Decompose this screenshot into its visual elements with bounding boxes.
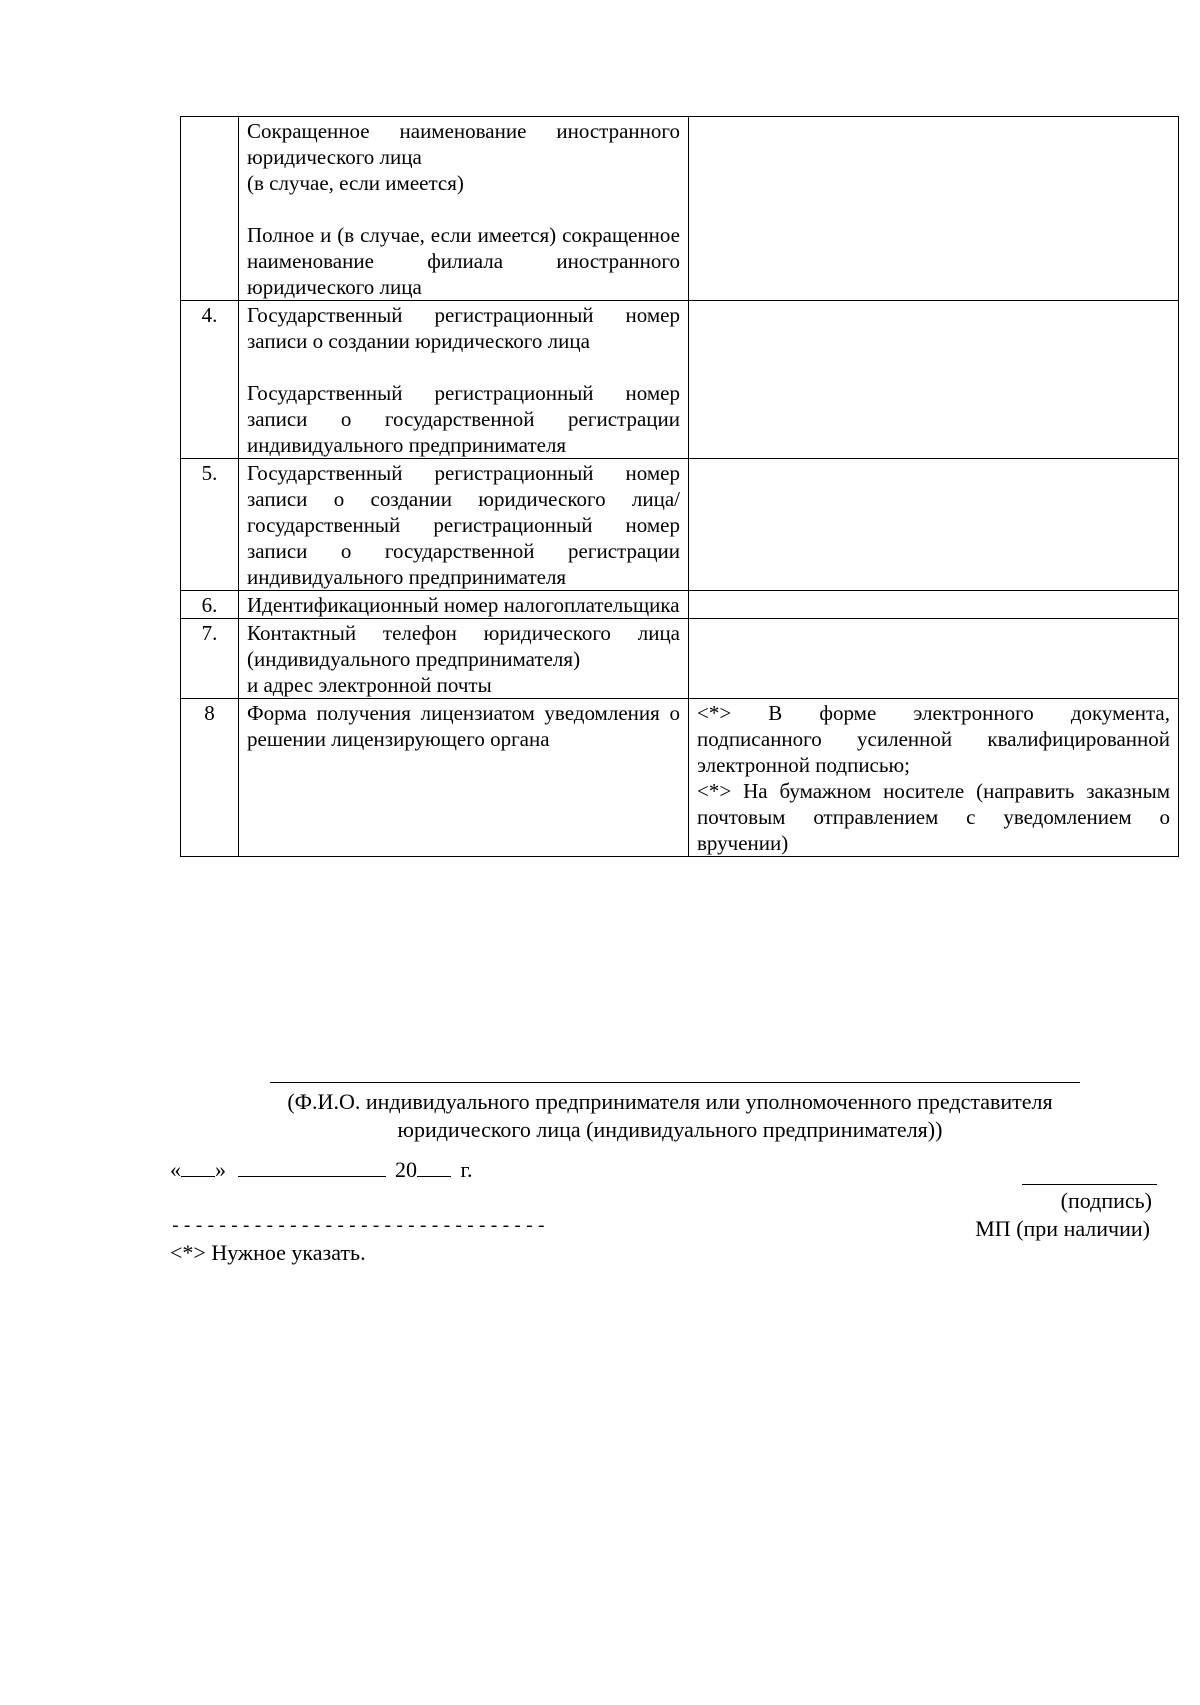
table-row [181, 591, 1179, 619]
row-value[interactable] [689, 619, 1179, 699]
table-row [181, 301, 1179, 459]
row-value[interactable] [689, 117, 1179, 301]
fio-caption [170, 1088, 1170, 1144]
application-form-table [180, 116, 1179, 857]
row-number [181, 117, 239, 301]
fio-caption-line-2: юридического лица (индивидуального предпринимателя)) [397, 1117, 943, 1142]
row-value[interactable] [689, 459, 1179, 591]
label-paragraph: Идентификационный номер налогоплательщика [247, 593, 680, 617]
form-table-body [181, 117, 1179, 857]
row-label [239, 459, 689, 591]
label-paragraph: Государственный регистрационный номер записи о создании юридического лица/государственный регистрационный номер записи о государственной регистрации индивидуального предпринимателя [247, 461, 680, 589]
fio-caption-line-1: (Ф.И.О. индивидуального предпринимателя или уполномоченного представителя [287, 1089, 1053, 1114]
row-label [239, 301, 689, 459]
table-row [181, 619, 1179, 699]
year-blank [417, 1156, 451, 1177]
row-label [239, 619, 689, 699]
row-number: 7. [181, 619, 239, 699]
stamp-caption: МП (при наличии) [975, 1216, 1150, 1241]
date-quote-open: « [170, 1157, 181, 1182]
row-number: 6. [181, 591, 239, 619]
table-row [181, 117, 1179, 301]
footnote-separator: -------------------------------- [170, 1217, 548, 1237]
year-prefix: 20 [395, 1157, 417, 1182]
label-paragraph: (в случае, если имеется) [247, 171, 464, 195]
value-option: <*> В форме электронного документа, подписанного усиленной квалифицированной электронной подписью; [697, 701, 1170, 777]
value-option: <*> На бумажном носителе (направить заказным почтовым отправлением с уведомлением о вручении) [697, 779, 1170, 855]
year-suffix: г. [460, 1157, 473, 1182]
table-row [181, 459, 1179, 591]
label-paragraph: Контактный телефон юридического лица (индивидуального предпринимателя) [247, 621, 680, 671]
row-label [239, 117, 689, 301]
row-value[interactable] [689, 301, 1179, 459]
signature-caption: (подпись) [1060, 1188, 1152, 1213]
paragraph-gap [247, 196, 680, 222]
label-paragraph: Сокращенное наименование иностранного юридического лица [247, 119, 680, 169]
row-value[interactable] [689, 591, 1179, 619]
date-quote-close: » [215, 1157, 226, 1182]
day-blank [181, 1156, 215, 1177]
table-row [181, 699, 1179, 857]
row-label [239, 699, 689, 857]
row-number: 5. [181, 459, 239, 591]
label-paragraph: Форма получения лицензиатом уведомления о решении лицензирующего органа [247, 701, 680, 751]
label-paragraph: Государственный регистрационный номер записи о создании юридического лица [247, 303, 680, 353]
row-number: 4. [181, 301, 239, 459]
label-paragraph: Полное и (в случае, если имеется) сокращенное наименование филиала иностранного юридического лица [247, 223, 680, 299]
signature-blank-line [1022, 1184, 1157, 1185]
row-value[interactable] [689, 699, 1179, 857]
label-paragraph: Государственный регистрационный номер записи о государственной регистрации индивидуального предпринимателя [247, 381, 680, 457]
row-label [239, 591, 689, 619]
row-number: 8 [181, 699, 239, 857]
month-blank [238, 1156, 386, 1177]
paragraph-gap [247, 354, 680, 380]
label-paragraph: и адрес электронной почты [247, 673, 492, 697]
date-row [170, 1156, 473, 1183]
fio-signature-line [270, 1082, 1080, 1083]
footnote-text: <*> Нужное указать. [170, 1240, 366, 1265]
